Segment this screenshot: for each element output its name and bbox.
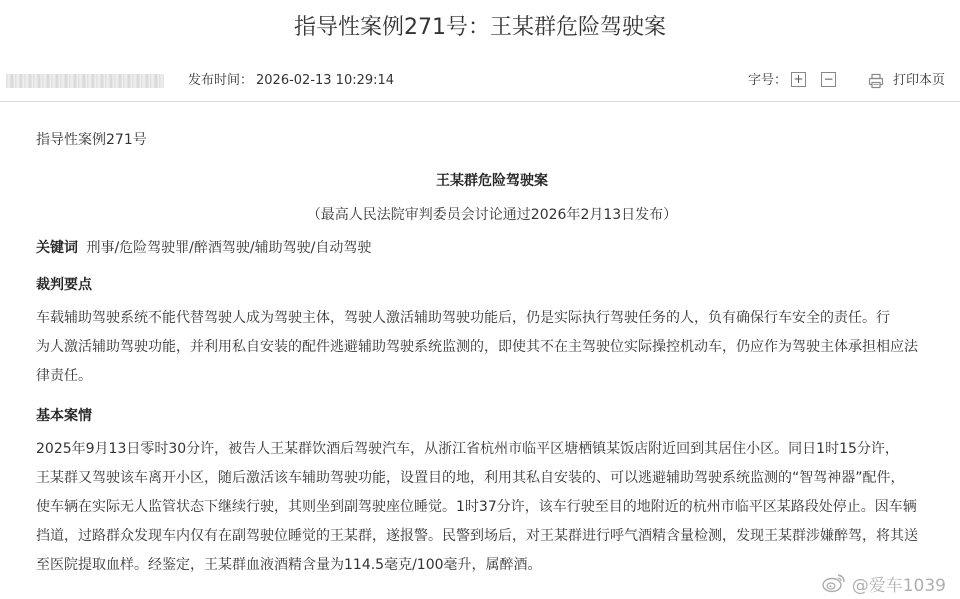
paragraph-line: 王某群又驾驶该车离开小区，随后激活该车辅助驾驶功能，设置目的地，利用其私自安装的、可以逃避辅助驾驶系统监测的“智驾神器”配件， <box>36 470 905 486</box>
paragraph-line: 挡道，过路群众发现车内仅有在副驾驶位睡觉的王某群，遂报警。民警到场后，对王某群进行呼气酒精含量检测，发现王某群涉嫌醉驾，将其送 <box>36 528 918 544</box>
printer-icon[interactable] <box>868 73 884 89</box>
font-size-decrease-button[interactable]: − <box>821 72 836 87</box>
keywords-value: 刑事/危险驾驶罪/醉酒驾驶/辅助驾驶/自动驾驶 <box>86 240 372 256</box>
paragraph-line: 律责任。 <box>36 368 92 384</box>
font-size-increase-button[interactable]: + <box>791 72 806 87</box>
font-size-label: 字号： <box>748 73 788 88</box>
paragraph-line: 2025年9月13日零时30分许，被告人王某群饮酒后驾驶汽车，从浙江省杭州市临平区塘栖镇某饭店附近回到其居住小区。同日1时15分许， <box>36 441 899 457</box>
basic-facts-paragraph <box>36 435 948 580</box>
watermark-text: @爱车1039 <box>851 575 946 596</box>
publish-time-value: 2026-02-13 10:29:14 <box>256 73 395 88</box>
article-title: 指导性案例271号：王某群危险驾驶案 <box>294 15 666 40</box>
section-heading-basic-facts: 基本案情 <box>36 408 92 424</box>
section-heading-judgment-points: 裁判要点 <box>36 277 92 293</box>
paragraph-line: 为人激活辅助驾驶功能，并利用私自安装的配件逃避辅助驾驶系统监测的，即使其不在主驾驶位实际操控机动车，仍应作为驾驶主体承担相应法 <box>36 339 918 355</box>
keywords-label: 关键词 <box>36 240 78 256</box>
print-page-button[interactable]: 打印本页 <box>893 73 946 88</box>
case-release-note: （最高人民法院审判委员会讨论通过2026年2月13日发布） <box>306 207 678 223</box>
case-number: 指导性案例271号 <box>36 132 147 148</box>
judgment-points-paragraph <box>36 304 948 391</box>
article-content <box>36 128 948 580</box>
redacted-source <box>6 74 164 88</box>
keywords-line <box>36 236 948 260</box>
paragraph-line: 车载辅助驾驶系统不能代替驾驶人成为驾驶主体，驾驶人激活辅助驾驶功能后，仍是实际执行驾驶任务的人，负有确保行车安全的责任。行 <box>36 310 890 326</box>
case-title: 王某群危险驾驶案 <box>436 173 548 189</box>
paragraph-line: 使车辆在实际无人监管状态下继续行驶，其则坐到副驾驶座位睡觉。1时37分许，该车行驶至目的地附近的杭州市临平区某路段处停止。因车辆 <box>36 499 917 515</box>
header-divider <box>0 101 960 102</box>
publish-time-label: 发布时间： <box>188 73 254 88</box>
article-meta-bar <box>0 64 960 100</box>
paragraph-line: 至医院提取血样。经鉴定，王某群血液酒精含量为114.5毫克/100毫升，属醉酒。 <box>36 557 542 573</box>
